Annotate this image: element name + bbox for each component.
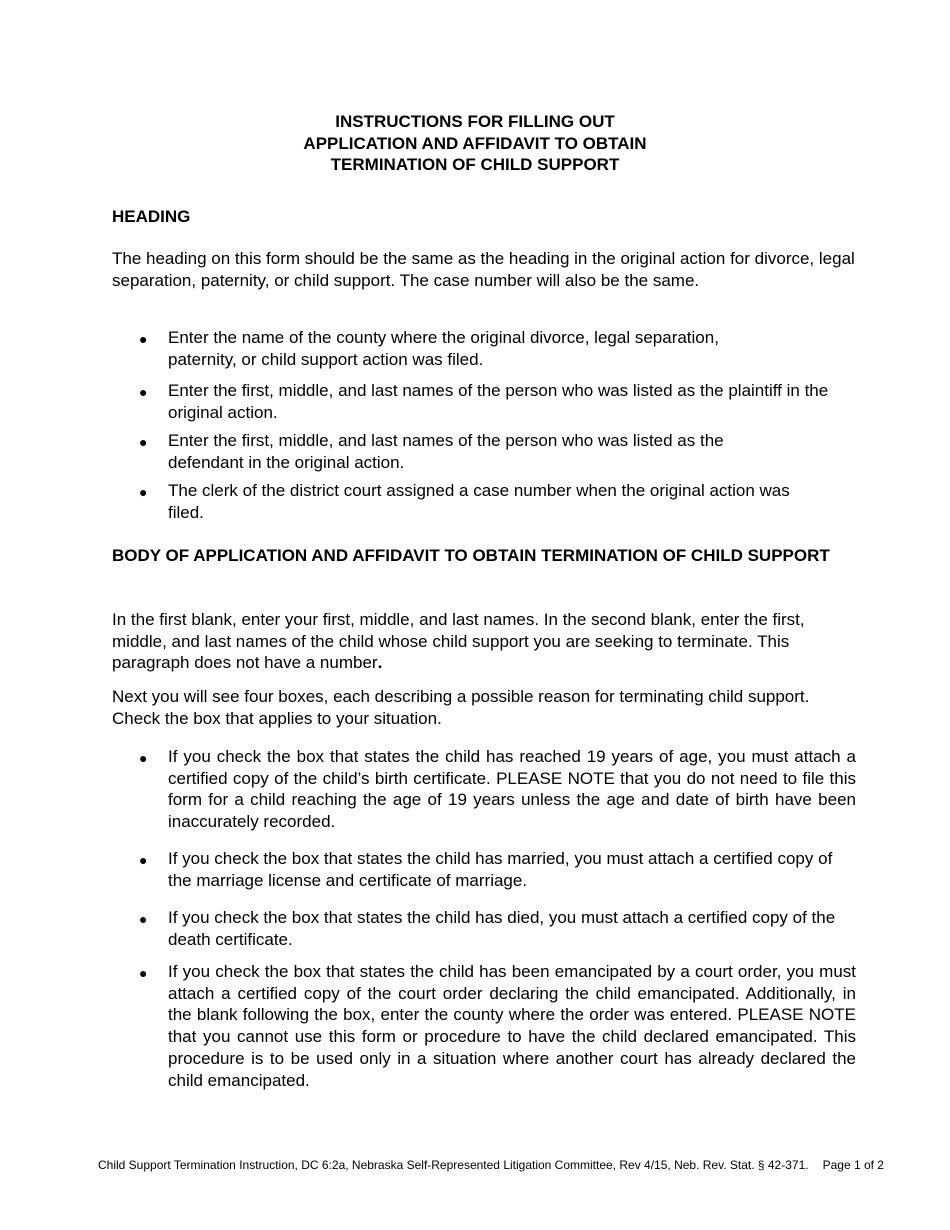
footer-citation: Child Support Termination Instruction, DC 6:2a, Nebraska Self-Represented Litigation Committee, Rev 4/15, Neb. Rev. Stat. § 42-371.: [98, 1158, 809, 1172]
heading-intro-paragraph: The heading on this form should be the same as the heading in the original action for divorce, legal separation, paternity, or child support. The case number will also be the same.: [112, 249, 855, 290]
list-item-text: The clerk of the district court assigned a case number when the original action was filed.: [168, 481, 790, 522]
body-section-title: BODY OF APPLICATION AND AFFIDAVIT TO OBTAIN TERMINATION OF CHILD SUPPORT: [112, 546, 830, 565]
bullet-icon: ●: [139, 434, 148, 450]
list-item-text: Enter the name of the county where the original divorce, legal separation, paternity, or child support action was filed.: [168, 328, 719, 369]
title-line-2: APPLICATION AND AFFIDAVIT TO OBTAIN: [303, 133, 647, 153]
list-item-text: If you check the box that states the child has died, you must attach a certified copy of the death certificate.: [168, 908, 836, 949]
list-item-text: Enter the first, middle, and last names of the person who was listed as the plaintiff in the original action.: [168, 381, 829, 422]
bullet-icon: ●: [139, 484, 148, 500]
heading-section-title: HEADING: [112, 207, 191, 226]
bullet-icon: ●: [139, 965, 148, 981]
page-number: Page 1 of 2: [822, 1158, 884, 1172]
bullet-icon: ●: [139, 384, 148, 400]
page-footer: [98, 1158, 918, 1173]
list-item-text: Enter the first, middle, and last names of the person who was listed as the defendant in the original action.: [168, 431, 724, 472]
body-paragraph-1-end: .: [377, 653, 383, 673]
list-item-text: If you check the box that states the child has married, you must attach a certified copy of the marriage license and certificate of marriage.: [168, 849, 833, 890]
body-paragraph-1-text: In the first blank, enter your first, middle, and last names. In the second blank, enter the first, middle, and last names of the child whose child support you are seeking to terminate. This paragraph does not have a number: [112, 610, 805, 673]
bullet-icon: ●: [139, 331, 148, 347]
title-line-3: TERMINATION OF CHILD SUPPORT: [330, 155, 620, 174]
title-line-1: INSTRUCTIONS FOR FILLING OUT: [335, 112, 615, 131]
list-item-text: If you check the box that states the child has reached 19 years of age, you must attach a certified copy of the child’s birth certificate. PLEASE NOTE that you do not need to file this form for a child reaching the age of 19 years unless the age and date of birth have been inaccurately recorded.: [168, 747, 856, 832]
bullet-icon: ●: [139, 750, 148, 766]
list-item-text: If you check the box that states the child has been emancipated by a court order, you must attach a certified copy of the court order declaring the child emancipated. Additionally, in the blank following the box, enter the county where the order was entered. PLEASE NOTE that you cannot use this form or procedure to have the child declared emancipated. This procedure is to be used only in a situation where another court has already declared the child emancipated.: [168, 962, 856, 1090]
bullet-icon: ●: [139, 911, 148, 927]
body-paragraph-1: [112, 609, 864, 674]
bullet-icon: ●: [139, 852, 148, 868]
document-title: [0, 111, 950, 176]
body-paragraph-2: Next you will see four boxes, each describing a possible reason for terminating child support. Check the box that applies to your situation.: [112, 687, 810, 728]
